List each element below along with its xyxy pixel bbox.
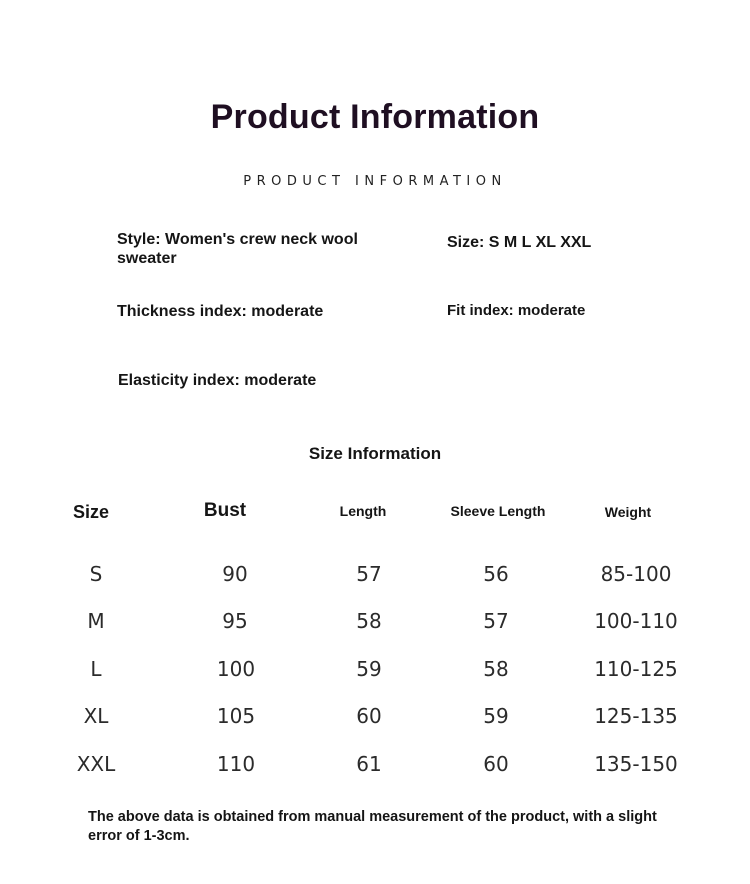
cell-weight: 100-110: [594, 609, 678, 633]
spec-thickness: Thickness index: moderate: [117, 303, 324, 320]
spec-elasticity: Elasticity index: moderate: [118, 372, 317, 389]
cell-size: L: [90, 657, 102, 681]
cell-sleeve-length: 56: [483, 562, 509, 586]
page-title: Product Information: [210, 98, 540, 136]
column-header-bust: Bust: [203, 500, 247, 521]
cell-length: 61: [356, 752, 382, 776]
cell-bust: 105: [216, 704, 256, 728]
cell-weight: 85-100: [600, 562, 672, 586]
cell-length: 58: [356, 609, 382, 633]
cell-length: 57: [356, 562, 382, 586]
cell-weight: 110-125: [594, 657, 678, 681]
cell-sleeve-length: 58: [483, 657, 509, 681]
cell-size: M: [87, 609, 105, 633]
cell-bust: 110: [216, 752, 256, 776]
cell-sleeve-length: 57: [483, 609, 509, 633]
column-header-sleeve-length: Sleeve Length: [450, 503, 546, 519]
cell-sleeve-length: 59: [483, 704, 509, 728]
cell-size: S: [89, 562, 103, 586]
cell-weight: 135-150: [594, 752, 678, 776]
cell-bust: 100: [216, 657, 256, 681]
spec-style: Style: Women's crew neck wool sweater: [117, 231, 358, 267]
cell-sleeve-length: 60: [483, 752, 509, 776]
cell-size: XL: [83, 704, 109, 728]
spec-size: Size: S M L XL XXL: [447, 234, 592, 251]
cell-weight: 125-135: [594, 704, 678, 728]
cell-bust: 90: [222, 562, 248, 586]
cell-size: XXL: [76, 752, 116, 776]
size-information-heading: Size Information: [308, 444, 442, 463]
page-subtitle: PRODUCT INFORMATION: [243, 174, 507, 189]
spec-fit: Fit index: moderate: [447, 302, 586, 319]
cell-bust: 95: [222, 609, 248, 633]
column-header-weight: Weight: [604, 504, 652, 520]
cell-length: 60: [356, 704, 382, 728]
cell-length: 59: [356, 657, 382, 681]
measurement-note: The above data is obtained from manual measurement of the product, with a slight error of 1-3cm.: [88, 809, 657, 844]
column-header-length: Length: [339, 503, 387, 519]
column-header-size: Size: [72, 502, 110, 522]
